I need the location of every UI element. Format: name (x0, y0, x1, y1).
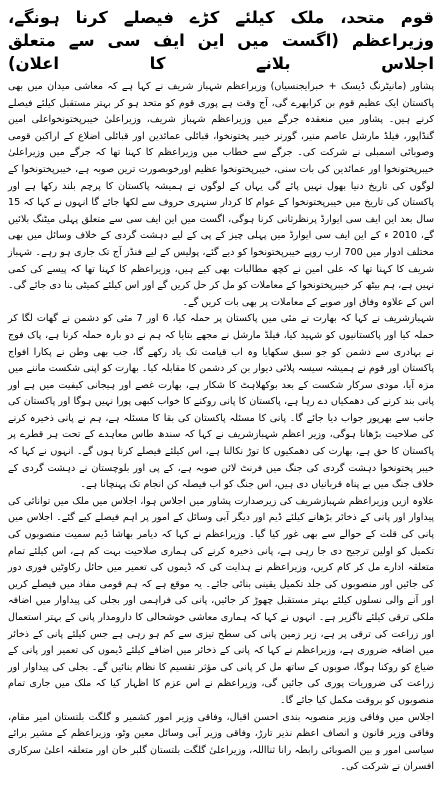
article-paragraph: اجلاس میں وفاقی وزیر منصوبہ بندی احسن اقبال، وفاقی وزیر امور کشمیر و گلگت بلتستان امیر مقام، وفاقی وزیر قانون و انصاف اعظم نذیر تارڑ، وفاقی وزیر آبی وسائل معین وٹو، وزیراعظم کے مشیر برائے سیاسی امور و بین الصوبائی رابطہ رانا ثنااللہ، وزیراعلیٰ گلگت بلتستان گلبر خان اور متعلقہ اعلیٰ سرکاری افسران نے شرکت کی۔ (8, 711, 434, 773)
article-body (6, 79, 436, 776)
headline: قوم متحد، ملک کیلئے کڑے فیصلے کرنا ہونگے، وزیراعظم (اگست میں این ایف سی سے متعلق اجلاس بلانے کا اعلان) (8, 8, 434, 73)
article-paragraph: علاوہ ازیں وزیراعظم شہبازشریف کی زیرصدارت پشاور میں اجلاس ہوا، اجلاس میں ملک میں توانائی کی پیداوار اور پانی کے ذخائر بڑھانے کیلئے ڈیم اور دیگر آبی وسائل کے امور پر اہم فیصلے کیے گئے۔ اجلاس میں پانی کی قلت کے حوالے سے بھی غور کیا گیا۔ وزیراعظم نے کہا کہ دیامر بھاشا ڈیم سمیت منصوبوں کی تکمیل کو اولین ترجیح دی جا رہی ہے، پانی ذخیرہ کرنے کی ہماری صلاحیت بہت کم ہے، اس کیلئے تمام متعلقہ ادارے مل کر کام کریں، وزیراعظم نے ہدایت کی کہ ڈیموں کی تعمیر میں حائل رکاوٹیں فوری دور کی جائیں اور منصوبوں کی جلد تکمیل یقینی بنائی جائے۔ یہ موقع ہے کہ ہم قومی مفاد میں فیصلے کریں اور آنے والی نسلوں کیلئے بہتر مستقبل چھوڑ کر جائیں، پانی کی فراہمی اور بجلی کی پیداوار میں اضافہ ملکی ترقی کیلئے ناگزیر ہے۔ انہوں نے کہا کہ ہماری معاشی خوشحالی کا دارومدار پانی کے بہتر استعمال اور زراعت کی ترقی پر ہے، زیر زمین پانی کی سطح تیزی سے کم ہو رہی ہے جس کیلئے پانی کے ذخائر میں اضافہ ضروری ہے، وزیراعظم نے کہا کہ پانی کے ذخائر میں اضافے کیلئے ڈیموں کی تعمیر اور پانی کے ضیاع کو روکنا ہوگا، صوبوں کے ساتھ مل کر پانی کی مؤثر تقسیم کا نظام بنائیں گے۔ بجلی کی پیداوار اور زراعت کی ضروریات پوری کی جائیں گی، وزیراعظم نے اس عزم کا اظہار کیا کہ ملک میں جاری تمام منصوبوں کو بروقت مکمل کیا جائے گا۔ (8, 495, 434, 706)
news-clipping (6, 6, 436, 795)
article-paragraph: شہبازشریف نے کہا کہ بھارت نے مئی میں پاکستان پر حملہ کیا، 6 اور 7 مئی کو دشمن نے گھات لگا کر حملہ کیا اور پاکستانیوں کو شہید کیا، فیلڈ مارشل نے مجھے بتایا کہ ہم نے دو بارہ حملہ کرنا ہے، پاک فوج نے بہادری سے دشمن کو جو سبق سکھایا وہ اب قیامت تک یاد رکھے گا، جب بھی وطن نے پکارا افواج پاکستان اور قوم نے ہمیشہ سیسہ پلائی دیوار بن کر دشمن کا مقابلہ کیا۔ بھارت کو اپنی شکست ماننے میں مزہ آیا، مودی سرکار شکست کے بعد بوکھلاہٹ کا شکار ہے، بھارت غصے اور ہیجانی کیفیت میں ہے اور پانی بند کرنے کی دھمکیاں دے رہا ہے، پاکستان کا پانی روکنے کا خواب کبھی پورا نہیں ہوگا اور پاکستان کی جانب سے بھرپور جواب دیا جائے گا۔ پانی کا مسئلہ پاکستان کی بقا کا مسئلہ ہے، ہم نے پانی ذخیرہ کرنے کی صلاحیت بڑھانا ہوگی، وزیر اعظم شہبازشریف نے کہا کہ سندھ طاس معاہدے کے تحت ہر قطرے پر پاکستان کا حق ہے، بھارت کی دھمکیوں کا توڑ نکالنا ہے، اس کیلئے فیصلے کرنا ہوں گے۔ انہوں نے کہا کہ خیبر پختونخوا دہشت گردی کی جنگ میں فرنٹ لائن صوبہ ہے، کے پی اور بلوچستان نے دہشت گردی کے خلاف جنگ میں بے پناہ قربانیاں دی ہیں، اس جنگ کو اب فیصلہ کن انجام تک پہنچانا ہے۔ (8, 313, 434, 491)
article-paragraph: پشاور (مانیٹرنگ ڈیسک + خبرایجنسیاں) وزیراعظم شہباز شریف نے کہا ہے کہ معاشی میدان میں بھی پاکستان ایک عظیم قوم بن کرابھرے گی، آج وقت ہے پوری قوم کو متحد ہو کر بہتر مستقبل کیلئے فیصلے کرنے ہیں۔ پشاور میں منعقدہ جرگے میں وزیراعظم شہباز شریف، وزیراعلیٰ خیبرپختونخواعلی امین گنڈاپور، فیلڈ مارشل عاصم منیر، گورنر خیبر پختونخوا، قبائلی عمائدین اور قبائلی اضلاع کے اراکین قومی وصوبائی اسمبلی نے شرکت کی۔ جرگے سے خطاب میں وزیراعظم کا کہنا تھا کہ جرگے میں وزیراعلیٰ خیبرپختونخوا اور عمائدین کی بات سنی، خیبرپختونخوا عظیم اورخوبصورت ترین صوبہ ہے، خیبرپختونخوا کے لوگوں کی تاریخ دنیا بھول نہیں پائے گی یہاں کے لوگوں نے ہمیشہ پاکستان کا پرچم بلند رکھا ہے اور پاکستان کی تاریخ میں خیبرپختونخوا کے عوام کا کردار سنہری حروف سے لکھا جائے گا انہوں نے کہا کہ 15 سال بعد این ایف سی ایوارڈ پرنظرثانی کرنا ہوگی، اگست میں این ایف سی سے متعلق پہلی میٹنگ بلائیں گے، 2010 ء کے این ایف سی ایوارڈ میں پہلی چیز کے پی کے لیے دہشت گردی کے خلاف وسائل میں بھی مختلف ادوار میں 700 ارب روپے خیبرپختونخوا کو دیے گئے، پولیس کے لیے فنڈز آج تک جاری ہو رہے۔ شہباز شریف کا کہنا تھا کہ علی امین نے کچھ مطالبات بھی کیے ہیں، وزیراعظم کا کہنا تھا کہ پیسے کی کمی نہیں ہے، ہم بیٹھ کر خیبرپختونخوا کے معاملات کو مل کر حل کریں گے اور اس کیلئے کمیٹی بنا دی جائے گی۔ اس کے علاوہ وفاق اور صوبے کے معاملات پر بھی بات کریں گے۔ (8, 81, 434, 308)
